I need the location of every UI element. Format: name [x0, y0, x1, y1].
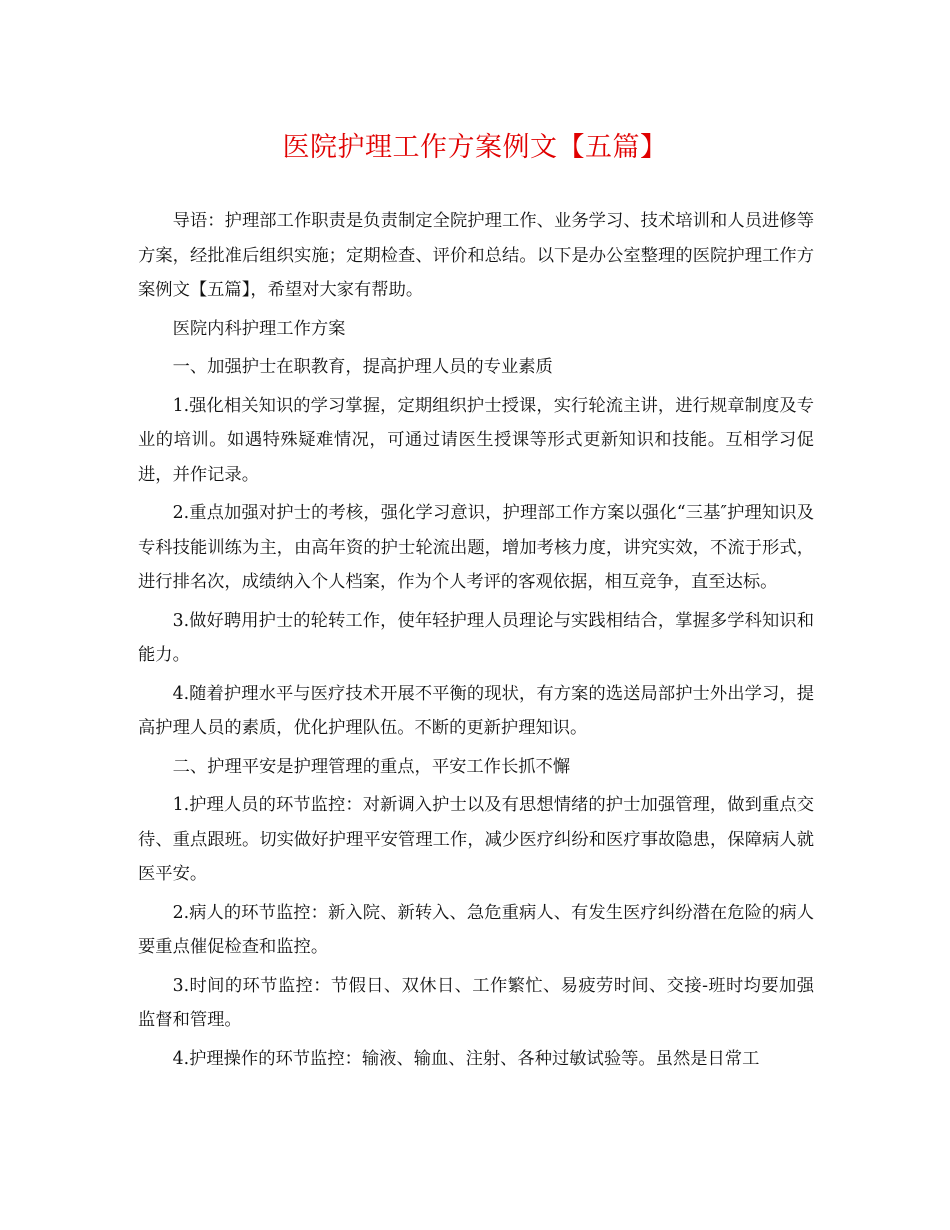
- paragraph-item: 1.强化相关知识的学习掌握，定期组织护士授课，实行轮流主讲，进行规章制度及专业的培训。如遇特殊疑难情况，可通过请医生授课等形式更新知识和技能。互相学习促进，并作记录。: [138, 395, 814, 485]
- subsection-heading-1: 一、加强护士在职教育，提高护理人员的专业素质: [172, 357, 553, 377]
- document-body: [138, 204, 814, 1080]
- document-title: 医院护理工作方案例文【五篇】: [282, 132, 668, 163]
- paragraph-item: 4.护理操作的环节监控：输液、输血、注射、各种过敏试验等。虽然是日常工: [172, 1048, 760, 1069]
- paragraph-intro: 导语：护理部工作职责是负责制定全院护理工作、业务学习、技术培训和人员进修等方案，经批准后组织实施；定期检查、评价和总结。以下是办公室整理的医院护理工作方案例文【五篇】，希望对大家有帮助。: [138, 211, 814, 300]
- subsection-heading-2: 二、护理平安是护理管理的重点，平安工作长抓不懈: [172, 756, 571, 777]
- paragraph-item: 3.做好聘用护士的轮转工作，使年轻护理人员理论与实践相结合，掌握多学科知识和能力。: [138, 610, 814, 665]
- paragraph-item: 1.护理人员的环节监控：对新调入护士以及有思想情绪的护士加强管理，做到重点交待、重点跟班。切实做好护理平安管理工作，减少医疗纠纷和医疗事故隐患，保障病人就医平安。: [138, 795, 814, 884]
- section-heading: 医院内科护理工作方案: [172, 318, 346, 339]
- paragraph-item: 2.病人的环节监控：新入院、新转入、急危重病人、有发生医疗纠纷潜在危险的病人要重点催促检查和监控。: [138, 902, 814, 957]
- paragraph-item: 2.重点加强对护士的考核，强化学习意识，护理部工作方案以强化“三基″护理知识及专科技能训练为主，由高年资的护士轮流出题，增加考核力度，讲究实效，不流于形式，进行排名次，成绩纳入个人档案，作为个人考评的客观依据，相互竞争，直至达标。: [138, 503, 814, 592]
- paragraph-item: 3.时间的环节监控：节假日、双休日、工作繁忙、易疲劳时间、交接-班时均要加强监督和管理。: [138, 975, 814, 1030]
- paragraph-item: 4.随着护理水平与医疗技术开展不平衡的现状，有方案的选送局部护士外出学习，提高护理人员的素质，优化护理队伍。不断的更新护理知识。: [138, 683, 814, 738]
